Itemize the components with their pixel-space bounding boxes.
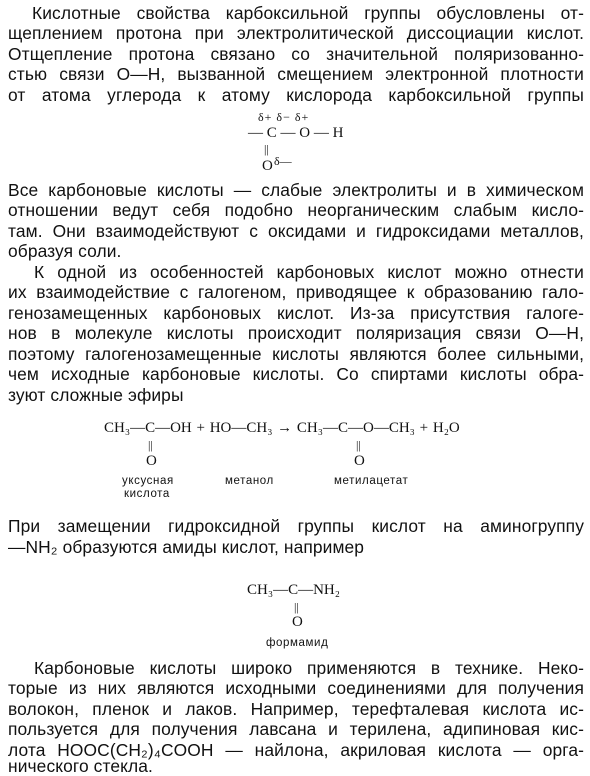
carbonyl-oxygen: O: [262, 158, 273, 174]
esterification-equation: CH₃—C—OH + HO—CH₃ → CH₃—C—O—CH₃ + H₂O: [104, 420, 460, 436]
text-line: Карбоновые кислоты широко применяются в технике. Неко-: [34, 658, 584, 678]
double-bond-1: ||: [148, 438, 153, 452]
text-line: Все карбоновые кислоты — слабые электролиты и в химическом: [8, 180, 584, 200]
text-line: нов в молекуле кислоты происходит поляризация связи О—Н,: [8, 323, 584, 343]
text-line: К одной из особенностей карбоновых кислот можно отнести: [34, 262, 584, 282]
label-formamide: формамид: [266, 637, 329, 649]
formamide-structure: CH₃—C—NH₂: [247, 582, 340, 598]
text-line: чем исходные карбоновые кислоты. Со спиртами кислоты обра-: [8, 364, 584, 384]
text-line: пользуется для получения лавсана и терилена, адипиновая кис-: [8, 719, 584, 739]
text-line: щеплением протона при электролитической диссоциации кислот.: [8, 23, 584, 43]
text-line: зуют сложные эфиры: [8, 385, 184, 405]
text-line: —NH₂ образуются амиды кислот, например: [8, 537, 365, 557]
label-methyl-acetate: метилацетат: [334, 475, 409, 487]
text-line: нического стекла.: [8, 756, 153, 776]
text-line: Отщепление протона связано со значительной поляризованно-: [8, 44, 584, 64]
text-line: генозамещенных карбоновых кислот. Из-за присутствия галоге-: [8, 303, 584, 323]
double-bond: ||: [264, 142, 269, 156]
text-line: от атома углерода к атому кислорода карбоксильной группы: [8, 85, 584, 105]
text-line: торые из них являются исходными соединениями для получения: [8, 678, 584, 698]
partial-charges: δ+ δ− δ+: [258, 110, 310, 124]
double-bond-2: ||: [356, 438, 361, 452]
carboxyl-chain: — C — O — H: [248, 125, 344, 141]
carbonyl-oxygen: O: [292, 614, 303, 630]
text-line: поэтому галогенозамещенные кислоты являются более сильными,: [8, 344, 584, 364]
label-methanol: метанол: [225, 475, 274, 487]
carbonyl-oxygen-2: O: [354, 453, 365, 469]
text-line: При замещении гидроксидной группы кислот на аминогруппу: [8, 516, 584, 536]
text-line: образуя соли.: [8, 241, 122, 261]
double-bond: ||: [294, 600, 299, 614]
text-line: стью связи О—Н, вызванной смещением электронной плотности: [8, 64, 584, 84]
text-line: отношении ведут себя подобно неорганическим слабым кисло-: [8, 200, 584, 220]
text-line: волокон, пленок и лаков. Например, терефталевая кислота ис-: [8, 699, 584, 719]
label-acetic-acid-1: уксусная: [122, 475, 174, 487]
text-line: Кислотные свойства карбоксильной группы обусловлены от-: [32, 3, 584, 23]
carbonyl-oxygen-1: O: [146, 453, 157, 469]
oxygen-partial-charge: δ—: [274, 154, 292, 168]
label-acetic-acid-2: кислота: [124, 488, 170, 500]
text-line: их взаимодействие с галогеном, приводящее к образованию гало-: [8, 282, 584, 302]
text-line: там. Они взаимодействуют с оксидами и гидроксидами металлов,: [8, 221, 584, 241]
text-line: лота HOOC(CH₂)₄COOH — найлона, акриловая кислота — орга-: [8, 740, 584, 760]
